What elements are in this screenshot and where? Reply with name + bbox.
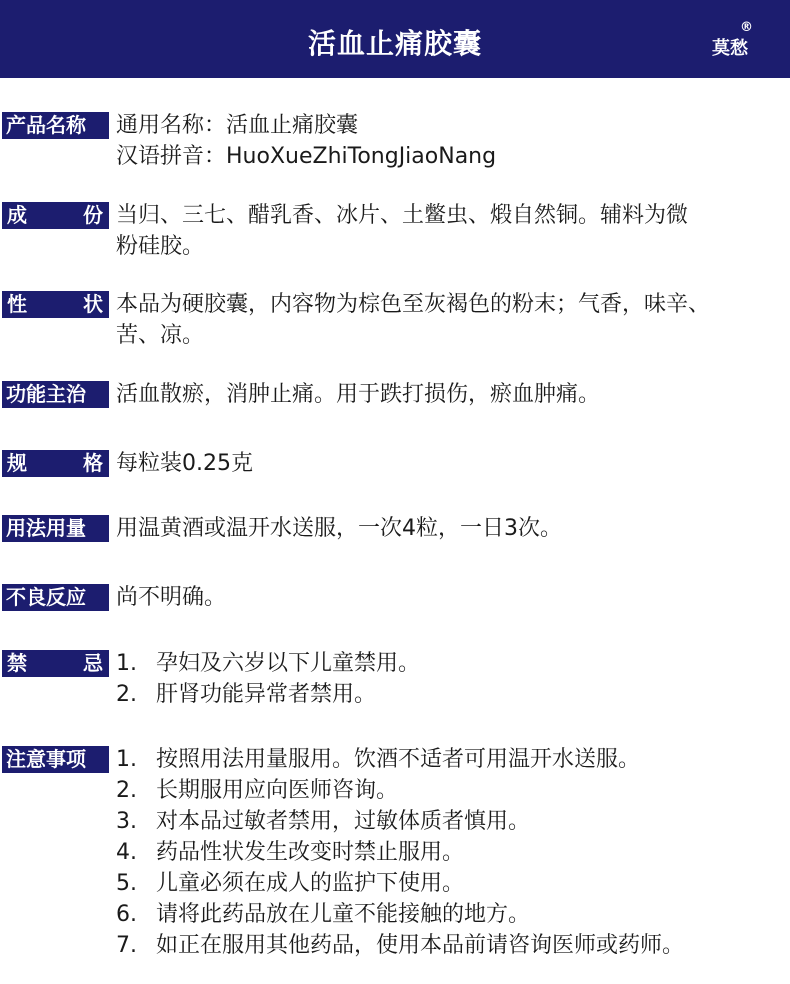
item-text: 孕妇及六岁以下儿童禁用。	[156, 651, 421, 676]
section-label	[2, 202, 109, 229]
section-content	[116, 513, 788, 544]
content-line: 活血散瘀，消肿止痛。用于跌打损伤，瘀血肿痛。	[116, 382, 601, 407]
label-char: 格	[83, 451, 103, 475]
list-item	[116, 868, 788, 899]
item-text: 按照用法用量服用。饮酒不适者可用温开水送服。	[156, 747, 641, 772]
list-item	[116, 899, 788, 930]
section-content	[116, 289, 788, 351]
list-item	[116, 679, 788, 710]
list-item	[116, 648, 788, 679]
content-line: 每粒装0.25克	[116, 451, 253, 476]
section-content	[116, 744, 788, 961]
product-title: 活血止痛胶囊	[307, 27, 482, 60]
label-char: 规	[7, 451, 27, 475]
registered-mark: ®	[740, 20, 753, 35]
section-label: 功能主治	[2, 381, 109, 408]
item-text: 药品性状发生改变时禁止服用。	[156, 840, 465, 865]
section-content	[116, 379, 788, 410]
list-item	[116, 775, 788, 806]
item-text: 如正在服用其他药品，使用本品前请咨询医师或药师。	[156, 933, 685, 958]
item-text: 请将此药品放在儿童不能接触的地方。	[156, 902, 531, 927]
section-label: 产品名称	[2, 112, 109, 139]
content-line: 苦、凉。	[116, 323, 205, 348]
section-label	[2, 291, 109, 318]
section-label: 注意事项	[2, 746, 109, 773]
label-char: 禁	[7, 651, 27, 675]
section-content	[116, 448, 788, 479]
item-text: 儿童必须在成人的监护下使用。	[156, 871, 465, 896]
label-char: 成	[7, 203, 27, 227]
item-text: 长期服用应向医师咨询。	[156, 778, 399, 803]
item-number: 2.	[116, 778, 137, 803]
content-line: 粉硅胶。	[116, 234, 205, 259]
label-char: 份	[83, 203, 103, 227]
content-line: 本品为硬胶囊，内容物为棕色至灰褐色的粉末；气香，味辛、	[116, 292, 711, 317]
list-item	[116, 744, 788, 775]
section-content	[116, 200, 788, 262]
section-content	[116, 582, 788, 613]
item-number: 4.	[116, 840, 137, 865]
item-number: 7.	[116, 933, 137, 958]
section-label: 不良反应	[2, 584, 109, 611]
section-content	[116, 110, 788, 172]
content-line: 通用名称：活血止痛胶囊	[116, 113, 359, 138]
label-char: 状	[83, 292, 103, 316]
item-text: 肝肾功能异常者禁用。	[156, 682, 377, 707]
section-label	[2, 450, 109, 477]
content-line: 当归、三七、醋乳香、冰片、土鳖虫、煅自然铜。辅料为微	[116, 203, 689, 228]
item-number: 3.	[116, 809, 137, 834]
item-number: 5.	[116, 871, 137, 896]
content-line: 用温黄酒或温开水送服，一次4粒，一日3次。	[116, 516, 562, 541]
section-label: 用法用量	[2, 515, 109, 542]
brand-name: 莫愁	[712, 38, 748, 59]
item-text: 对本品过敏者禁用，过敏体质者慎用。	[156, 809, 531, 834]
content-line: 尚不明确。	[116, 585, 227, 610]
item-number: 1.	[116, 747, 137, 772]
header-banner	[0, 0, 790, 78]
list-item	[116, 837, 788, 868]
item-number: 6.	[116, 902, 137, 927]
label-char: 性	[7, 292, 27, 316]
list-item	[116, 930, 788, 961]
item-number: 2.	[116, 682, 137, 707]
item-number: 1.	[116, 651, 137, 676]
list-item	[116, 806, 788, 837]
section-content	[116, 648, 788, 710]
section-label	[2, 650, 109, 677]
label-char: 忌	[83, 651, 103, 675]
content-line: 汉语拼音：HuoXueZhiTongJiaoNang	[116, 144, 497, 169]
